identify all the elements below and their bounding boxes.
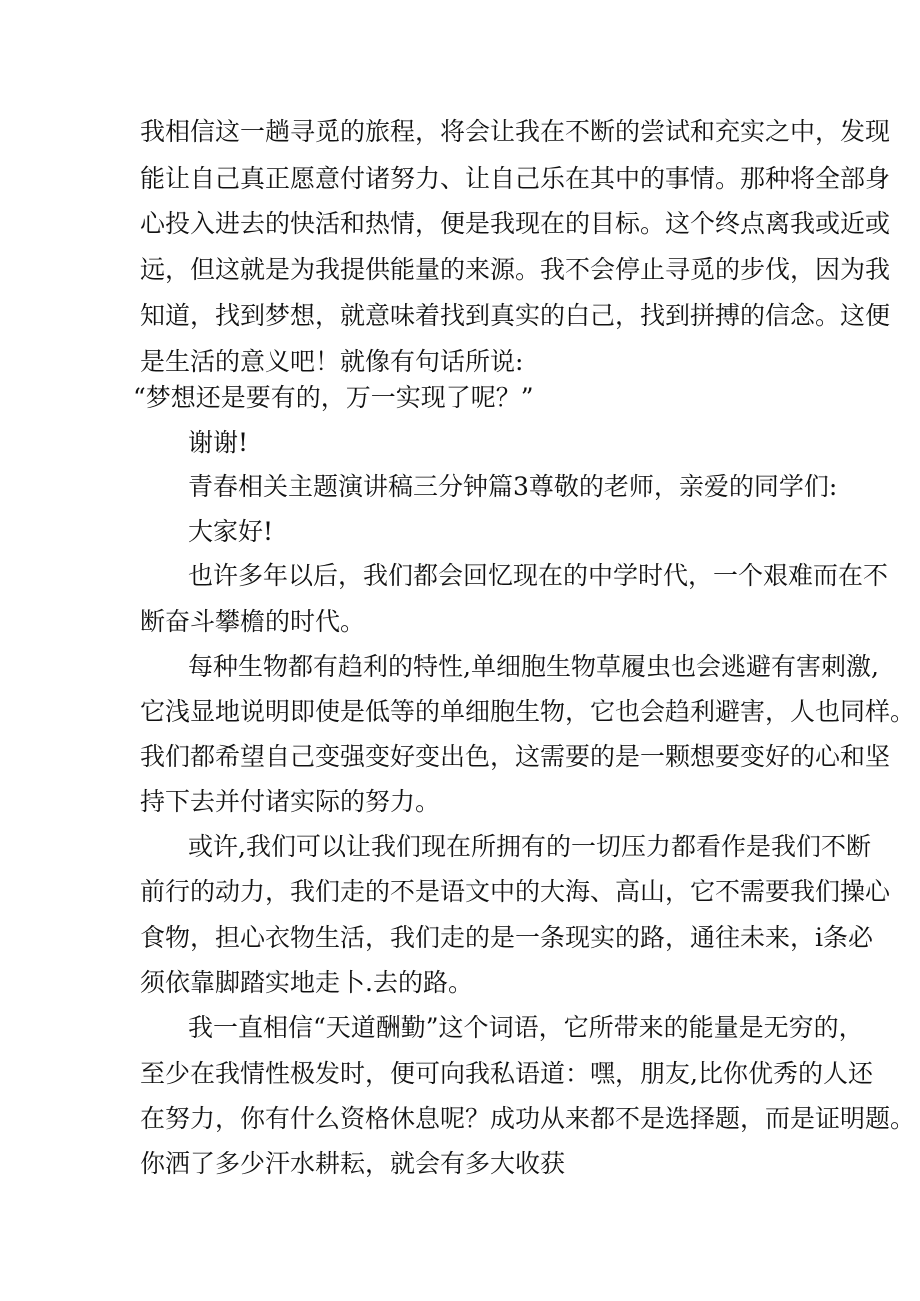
text-line: 在努力，你有什么资格休息呢？成功从来都不是选择题，而是证明题。 <box>140 1104 916 1133</box>
text-line: 你洒了多少汗水耕耘，就会有多大收获 <box>140 1149 566 1178</box>
text-line: 心投入进去的快活和热情，便是我现在的目标。这个终点离我或近或 <box>140 209 891 238</box>
text-line: 每种生物都有趋利的特性,单细胞生物草履虫也会逃避有害刺激, <box>188 652 879 681</box>
text-line: 前行的动力，我们走的不是语文中的大海、高山，它不需要我们操心 <box>140 877 891 906</box>
text-line: 须依靠脚踏实地走卜.去的路。 <box>140 968 473 997</box>
text-line: 谢谢! <box>188 428 249 457</box>
text-line: 食物，担心衣物生活，我们走的是一条现实的路，通往未来，i条必 <box>140 923 873 952</box>
text-line: 我们都希望自己变强变好变出色，这需要的是一颗想要变好的心和坚 <box>140 742 891 771</box>
text-line: 也许多年以后，我们都会回忆现在的中学时代，一个艰难而在不 <box>188 561 889 590</box>
text-line: 知道，找到梦想，就意味着找到真实的白己，找到拼搏的信念。这便 <box>140 301 891 330</box>
text-line: 至少在我情性极发时，便可向我私语道：嘿，朋友,比你优秀的人还 <box>140 1059 873 1088</box>
section-title: 青春相关主题演讲稿三分钟篇3尊敬的老师，亲爱的同学们: <box>188 472 838 501</box>
text-line: 我相信这一趟寻觅的旅程，将会让我在不断的尝试和充实之中，发现 <box>140 117 891 146</box>
text-line: 是生活的意义吧！就像有句话所说: <box>140 347 524 376</box>
text-line: 它浅显地说明即使是低等的单细胞生物，它也会趋利避害，人也同样。 <box>140 697 916 726</box>
text-line: 远，但这就是为我提供能量的来源。我不会停止寻觅的步伐，因为我 <box>140 255 891 284</box>
text-line: 断奋斗攀檐的时代。 <box>140 607 366 636</box>
text-line: 能让自己真正愿意付诸努力、让自己乐在其中的事情。那种将全部身 <box>140 164 891 193</box>
text-line: 大家好! <box>188 517 274 546</box>
quote-line: “梦想还是要有的，万一实现了呢？” <box>133 383 534 412</box>
text-line: 或许,我们可以让我们现在所拥有的一切压力都看作是我们不断 <box>188 832 871 861</box>
text-line: 我一直相信“天道酬勤”这个词语，它所带来的能量是无穷的， <box>188 1013 864 1042</box>
text-line: 持下去并付诸实际的努力。 <box>140 787 441 816</box>
